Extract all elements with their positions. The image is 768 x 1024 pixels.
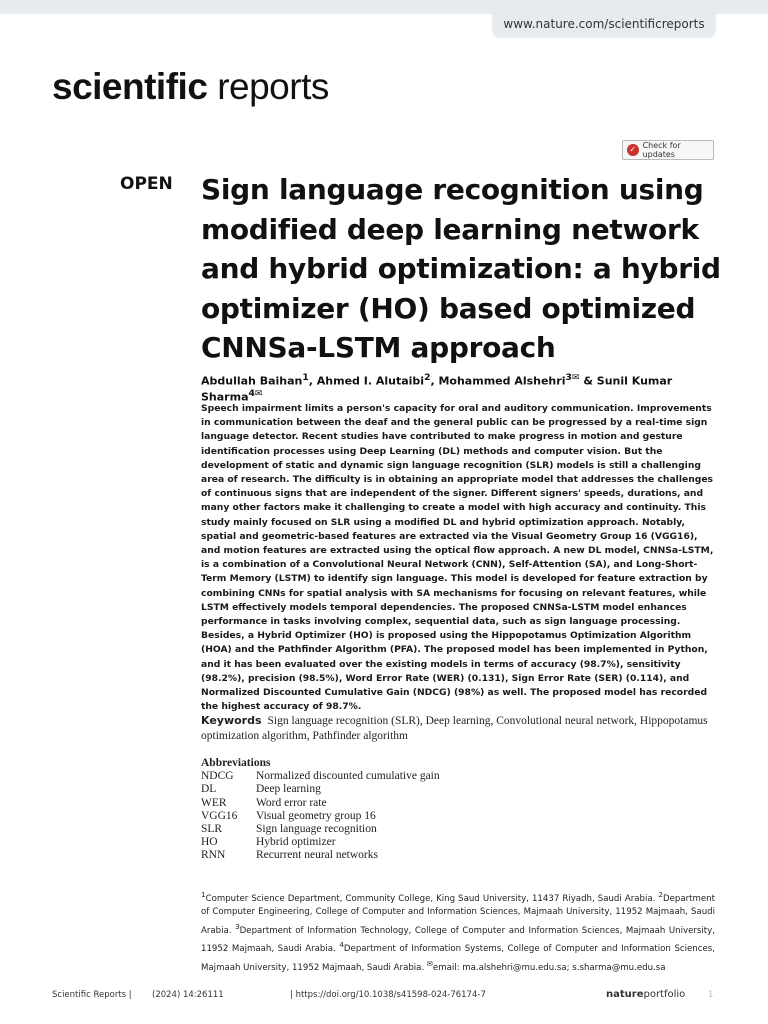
publisher-light: portfolio xyxy=(643,989,686,1000)
publisher-bold: nature xyxy=(606,989,644,1000)
affil-number: 3 xyxy=(235,921,240,931)
keywords-block xyxy=(201,713,717,744)
journal-masthead xyxy=(52,66,329,108)
abbreviation-row xyxy=(201,849,501,862)
abbreviation-row xyxy=(201,810,501,823)
abbreviation-definition: Sign language recognition xyxy=(256,823,377,836)
author-list xyxy=(201,372,721,403)
abbreviation-row xyxy=(201,823,501,836)
abbreviation-row xyxy=(201,836,501,849)
affil-text: Department of Information Systems, College of Computer and Information Sciences, Majmaah University, 11952 Majmaah, Saudi Arabia. xyxy=(201,944,715,973)
abbreviation-term: WER xyxy=(201,796,227,809)
abbreviation-definition: Visual geometry group 16 xyxy=(256,809,376,822)
envelope-icon[interactable]: ✉ xyxy=(254,387,263,399)
abbreviation-row xyxy=(201,797,501,810)
check-updates-button[interactable] xyxy=(622,140,714,160)
affil-number: 1 xyxy=(201,890,206,899)
page-number: 1 xyxy=(708,990,714,1000)
open-access-label: OPEN xyxy=(120,174,173,194)
author-separator: , xyxy=(430,374,439,388)
abbreviation-definition: Recurrent neural networks xyxy=(256,849,378,862)
author-affil: 3 xyxy=(565,372,572,383)
footer-volume: (2024) 14:26111 xyxy=(152,990,224,1000)
author-affil: 4 xyxy=(248,387,255,399)
author-separator: , xyxy=(308,374,317,388)
masthead-light: reports xyxy=(217,66,329,107)
author-affil: 2 xyxy=(424,372,431,383)
abbreviation-term: RNN xyxy=(201,849,226,862)
author-affil: 1 xyxy=(302,372,309,383)
check-updates-icon: ✓ xyxy=(627,144,639,156)
keywords-label: Keywords xyxy=(201,714,262,727)
author-name[interactable]: Ahmed I. Alutaibi xyxy=(316,374,425,388)
article-title: Sign language recognition using modified deep learning network and hybrid optimization: a hybrid optimizer (HO) based optimized CNNSa-LSTM approach xyxy=(201,173,721,364)
affil-text: Computer Science Department, Community College, King Saud University, 11437 Riyadh, Saudi Arabia. xyxy=(205,893,659,904)
abbreviation-term: DL xyxy=(201,783,217,796)
publisher-logo xyxy=(606,989,685,1000)
abbreviation-definition: Normalized discounted cumulative gain xyxy=(256,770,440,783)
abbreviation-definition: Deep learning xyxy=(256,783,321,796)
abbreviation-definition: Hybrid optimizer xyxy=(256,836,336,849)
check-updates-label: Check for updates xyxy=(642,141,681,159)
abbreviation-row xyxy=(201,783,501,796)
abbreviation-term: NDCG xyxy=(201,770,234,783)
keywords-text: Sign language recognition (SLR), Deep learning, Convolutional neural network, Hippopotamus optimization algorithm, Pathfinder algorithm xyxy=(201,715,708,742)
affil-number: 4 xyxy=(339,940,344,950)
author-separator: & xyxy=(579,374,597,388)
affil-text: Department of Computer Engineering, College of Computer and Information Sciences, Majmaah University, 11952 Majmaah, Saudi Arabia. xyxy=(201,893,715,936)
footer-doi-link[interactable]: | https://doi.org/10.1038/s41598-024-76174-7 xyxy=(290,990,486,1000)
author-name[interactable]: Abdullah Baihan xyxy=(201,374,303,388)
footer-journal: Scientific Reports | xyxy=(52,990,132,1000)
abbreviation-term: HO xyxy=(201,836,218,849)
affiliations xyxy=(201,888,715,975)
affil-text: Department of Information Technology, College of Computer and Information Sciences, Majmaah University, 11952 Majmaah, Saudi Arabia. xyxy=(201,925,715,955)
journal-url-link[interactable]: www.nature.com/scientificreports xyxy=(492,10,716,38)
abstract: Speech impairment limits a person's capacity for oral and auditory communication. Improvements in communication between the deaf and the general public can be progressed by a real-time sign language detector. Recent studies have contributed to make progress in motion and gesture identification processes using Deep Learning (DL) methods and computer vision. But the development of static and dynamic sign language recognition (SLR) models is still a challenging area of research. The difficulty is in obtaining an appropriate model that addresses the challenges of continuous signs that are independent of the signer. Different signers' speeds, durations, and many other factors make it challenging to create a model with high accuracy and continuity. This study mainly focused on SLR using a modified DL and hybrid optimization approach. Notably, spatial and geometric-based features are extracted via the Visual Geometry Group 16 (VGG16), and motion features are extracted using the optical flow approach. A new DL model, CNNSa-LSTM, is a combination of a Convolutional Neural Network (CNN), Self-Attention (SA), and Long-Short-Term Memory (LSTM) to identify sign language. This model is developed for feature extraction by combining CNNs for spatial analysis with SA mechanisms for focusing on relevant features, while LSTM effectively models temporal dependencies. The proposed CNNSa-LSTM model enhances performance in tasks involving complex, sequential data, such as sign language processing. Besides, a Hybrid Optimizer (HO) is proposed using the Hippopotamus Optimization Algorithm (HOA) and the Pathfinder Algorithm (PFA). The proposed model has been implemented in Python, and it has been evaluated over the existing models in terms of accuracy (98.7%), sensitivity (98.2%), precision (98.5%), Word Error Rate (WER) (0.131), Sign Error Rate (SER) (0.114), and Normalized Discounted Cumulative Gain (NDCG) (98%) as well. The proposed model has recorded the highest accuracy of 98.7%. xyxy=(201,403,714,713)
abbreviations-heading: Abbreviations xyxy=(201,757,271,769)
envelope-icon[interactable]: ✉ xyxy=(571,372,580,383)
affil-number: 2 xyxy=(658,890,663,899)
email-addresses[interactable]: email: ma.alshehri@mu.edu.sa; s.sharma@mu.edu.sa xyxy=(432,962,666,973)
abbreviations-block xyxy=(201,757,501,863)
abbreviation-definition: Word error rate xyxy=(256,796,327,809)
abbreviation-term: VGG16 xyxy=(201,809,238,822)
envelope-icon: ✉ xyxy=(426,958,433,968)
abbreviation-term: SLR xyxy=(201,823,223,836)
abbreviation-row xyxy=(201,770,501,783)
author-name[interactable]: Mohammed Alshehri xyxy=(438,374,566,388)
masthead-bold: scientific xyxy=(52,66,208,107)
author-name[interactable]: Sunil Kumar Sharma xyxy=(201,374,673,404)
